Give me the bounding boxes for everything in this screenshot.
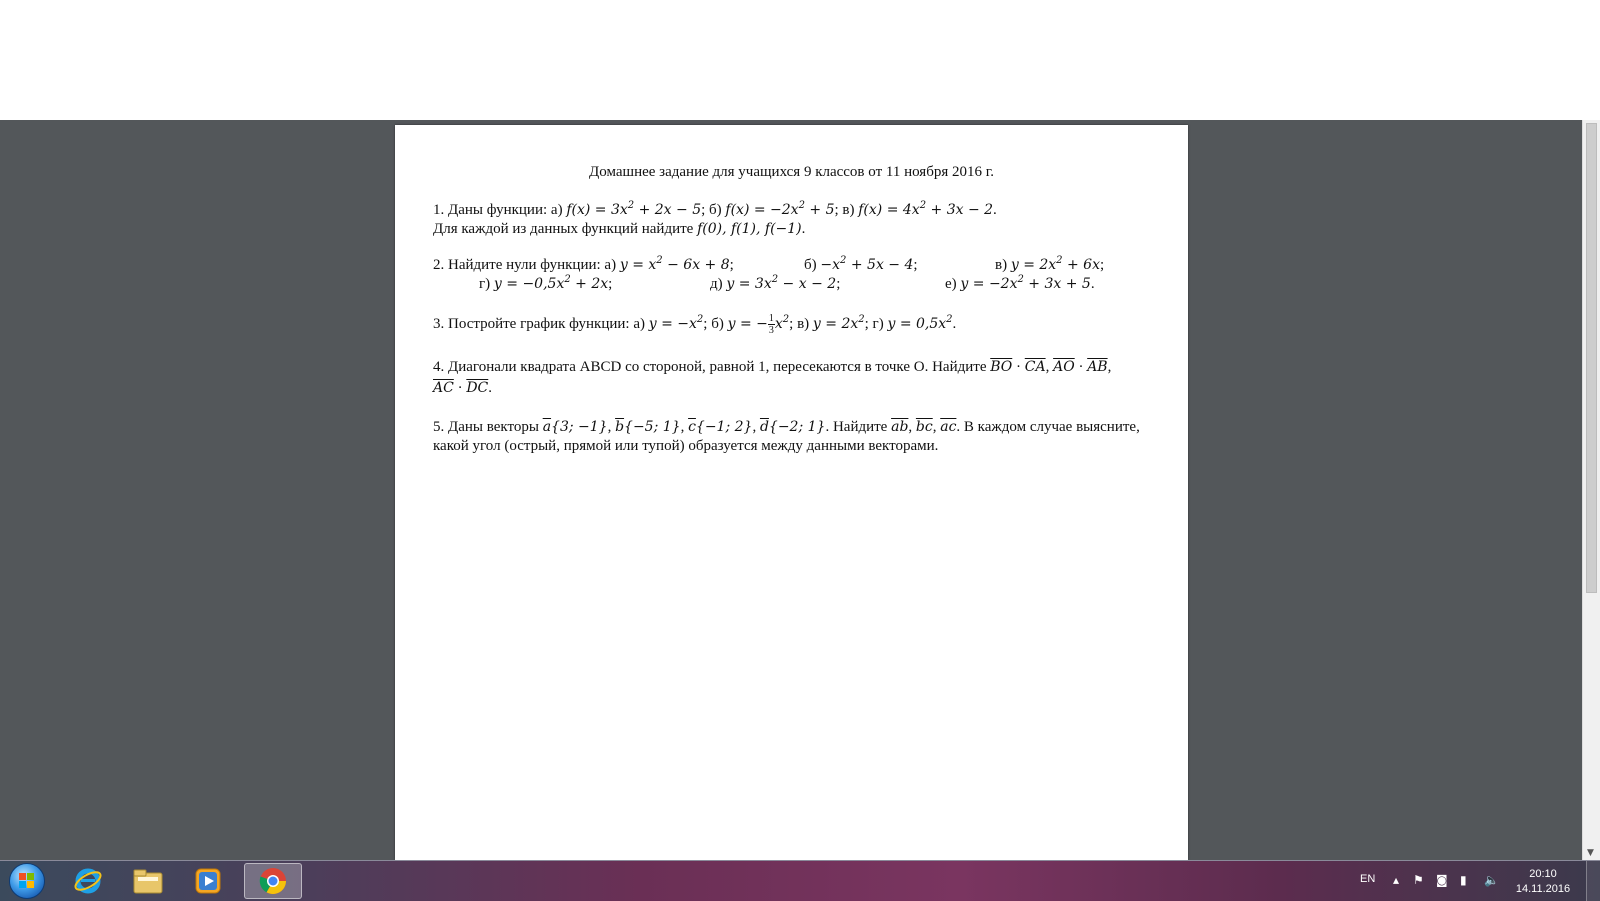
action-center-flag-icon[interactable]: ⚑ [1413, 873, 1424, 887]
product-ac: $\overline{ac}$ [940, 419, 957, 435]
fraction-one-third: $\frac{1}{3}$ [768, 313, 774, 336]
browser-top-area [0, 0, 1600, 120]
product-ab: $\overline{ab}$ [891, 419, 909, 435]
file-explorer-button[interactable] [120, 863, 176, 899]
windows-taskbar [0, 860, 1600, 901]
show-desktop-button[interactable] [1586, 861, 1600, 901]
internet-explorer-button[interactable] [60, 863, 116, 899]
scroll-down-arrow-icon[interactable]: ▼ [1587, 848, 1594, 858]
product-bc: $\overline{bc}$ [915, 419, 933, 435]
security-icon[interactable]: ◙ [1436, 873, 1448, 887]
vector-b: $\overline{b}$ [615, 419, 625, 435]
clock-date: 14.11.2016 [1515, 883, 1571, 895]
task-4: 4. Диагонали квадрата ABCD со стороной, равной 1, пересекаются в точке О. Найдите $\overline{BO} \cdot \overline{CA}$, $\overline{AO} \cdot \overline{AB}$, $\overline{AC} \cdot \overline{DC}$. [433, 359, 1112, 396]
vector-ao: $\overline{AO}$ [1053, 359, 1075, 375]
system-clock[interactable] [1508, 867, 1578, 897]
vertical-scrollbar[interactable] [1582, 120, 1600, 860]
vector-c: $\overline{c}$ [688, 419, 696, 435]
windows-start-icon [9, 863, 45, 899]
task-5: 5. Даны векторы $\overline{a}\{3$; −1}, $\overline{b}\{-5$; 1}, $\overline{c}\{-1$; 2}, $\overline{d}\{-2$; 1}. Найдите $\overline{ab}$, $\overline{bc}$, $\overline{ac}$. В каждом случае выясните, какой угол (острый, прямой или тупой) образуется между данными векторами. [433, 419, 1140, 454]
vector-bo: $\overline{BO}$ [990, 359, 1013, 375]
task-2: 2. Найдите нули функции: а) $y = x^2 - 6x + 8$; $б) -x^2 + 5x - 4$; в) $y = 2x^2 + 6x$; г) $y = -0,5x^2 + 2x$; д) $y = 3x^2 - x - 2$; е) $y = -2x^2 + 3x + 5$. [433, 255, 1105, 292]
media-player-button[interactable] [180, 863, 236, 899]
internet-explorer-icon [73, 866, 103, 896]
volume-icon[interactable]: 🔈 [1484, 873, 1499, 887]
scrollbar-thumb[interactable] [1586, 123, 1597, 593]
network-signal-icon[interactable]: ▮ [1460, 873, 1467, 887]
media-player-icon [194, 867, 222, 895]
document-page [395, 125, 1188, 860]
document-title: Домашнее задание для учащихся 9 классов от 11 ноября 2016 г. [589, 164, 994, 180]
vector-ac: $\overline{AC}$ [433, 380, 454, 396]
task-3: 3. Постройте график функции: а) $y = -x^2$; б) y = − $\frac{1}{3}$ $x^2$; в) $y = 2x^2$; г) $y = 0,5x^2$. [433, 313, 957, 336]
start-button[interactable] [2, 863, 52, 899]
vector-dc: $\overline{DC}$ [466, 380, 489, 396]
vector-d: $\overline{d}$ [759, 419, 769, 435]
file-explorer-icon [132, 867, 164, 895]
vector-ab: $\overline{AB}$ [1087, 359, 1108, 375]
language-indicator[interactable]: EN [1360, 873, 1376, 885]
task-1: 1. Даны функции: а) $f(x) = 3x^2 + 2x - 5$; б) $f(x) = -2x^2 + 5$; в) $f(x) = 4x^2 + 3x - 2$. Для каждой из данных функций найдите f(0), f(1), f(−1). [433, 200, 997, 237]
clock-time: 20:10 [1529, 868, 1557, 880]
vector-ca: $\overline{CA}$ [1024, 359, 1046, 375]
show-hidden-icons-icon[interactable]: ▴ [1393, 873, 1400, 887]
chrome-icon [258, 866, 288, 896]
vector-a: $\overline{a}$ [542, 419, 552, 435]
chrome-button[interactable] [244, 863, 302, 899]
